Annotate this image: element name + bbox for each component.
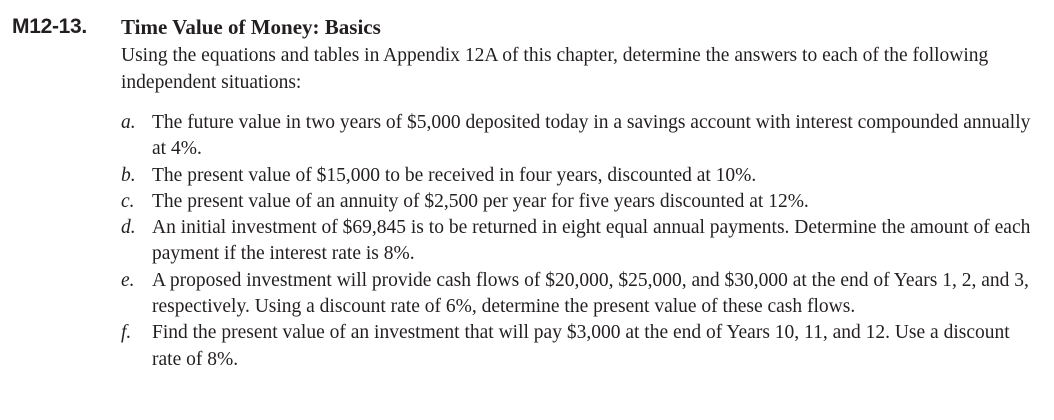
problem-intro: Using the equations and tables in Appendix 12A of this chapter, determine the answers to each of the following independent situations: xyxy=(121,45,989,93)
part-letter: e. xyxy=(121,269,135,291)
problem-part-e xyxy=(121,268,1032,321)
problem-part-d xyxy=(121,215,1032,268)
part-letter: f. xyxy=(121,322,132,344)
part-text: An initial investment of $69,845 is to be returned in eight equal annual payments. Determine the amount of each payment if the interest rate is 8%. xyxy=(152,217,1031,265)
problem-part-a xyxy=(121,110,1032,163)
part-letter: b. xyxy=(121,164,136,186)
problem-number: M12-13. xyxy=(12,15,87,38)
part-letter: a. xyxy=(121,112,136,133)
part-text: The future value in two years of $5,000 deposited today in a savings account with interest compounded annually at 4%. xyxy=(152,112,1031,160)
problem-content xyxy=(121,14,1036,373)
problem-part-b xyxy=(121,163,1032,189)
problem-part-c xyxy=(121,189,1032,215)
part-text: A proposed investment will provide cash flows of $20,000, $25,000, and $30,000 at the end of Years 1, 2, and 3, respectively. Using a discount rate of 6%, determine the present value of these cash flows. xyxy=(152,269,1029,318)
part-letter: c. xyxy=(121,190,135,212)
part-text: The present value of $15,000 to be received in four years, discounted at 10%. xyxy=(152,164,757,186)
part-text: The present value of an annuity of $2,500 per year for five years discounted at 12%. xyxy=(152,190,809,212)
part-text: Find the present value of an investment that will pay $3,000 at the end of Years 10, 11, and 12. Use a discount rate of 8%. xyxy=(152,322,1010,370)
problem-parts-list xyxy=(121,110,1036,373)
problem-title: Time Value of Money: Basics xyxy=(121,15,381,39)
part-letter: d. xyxy=(121,217,136,239)
problem-part-f xyxy=(121,320,1032,373)
